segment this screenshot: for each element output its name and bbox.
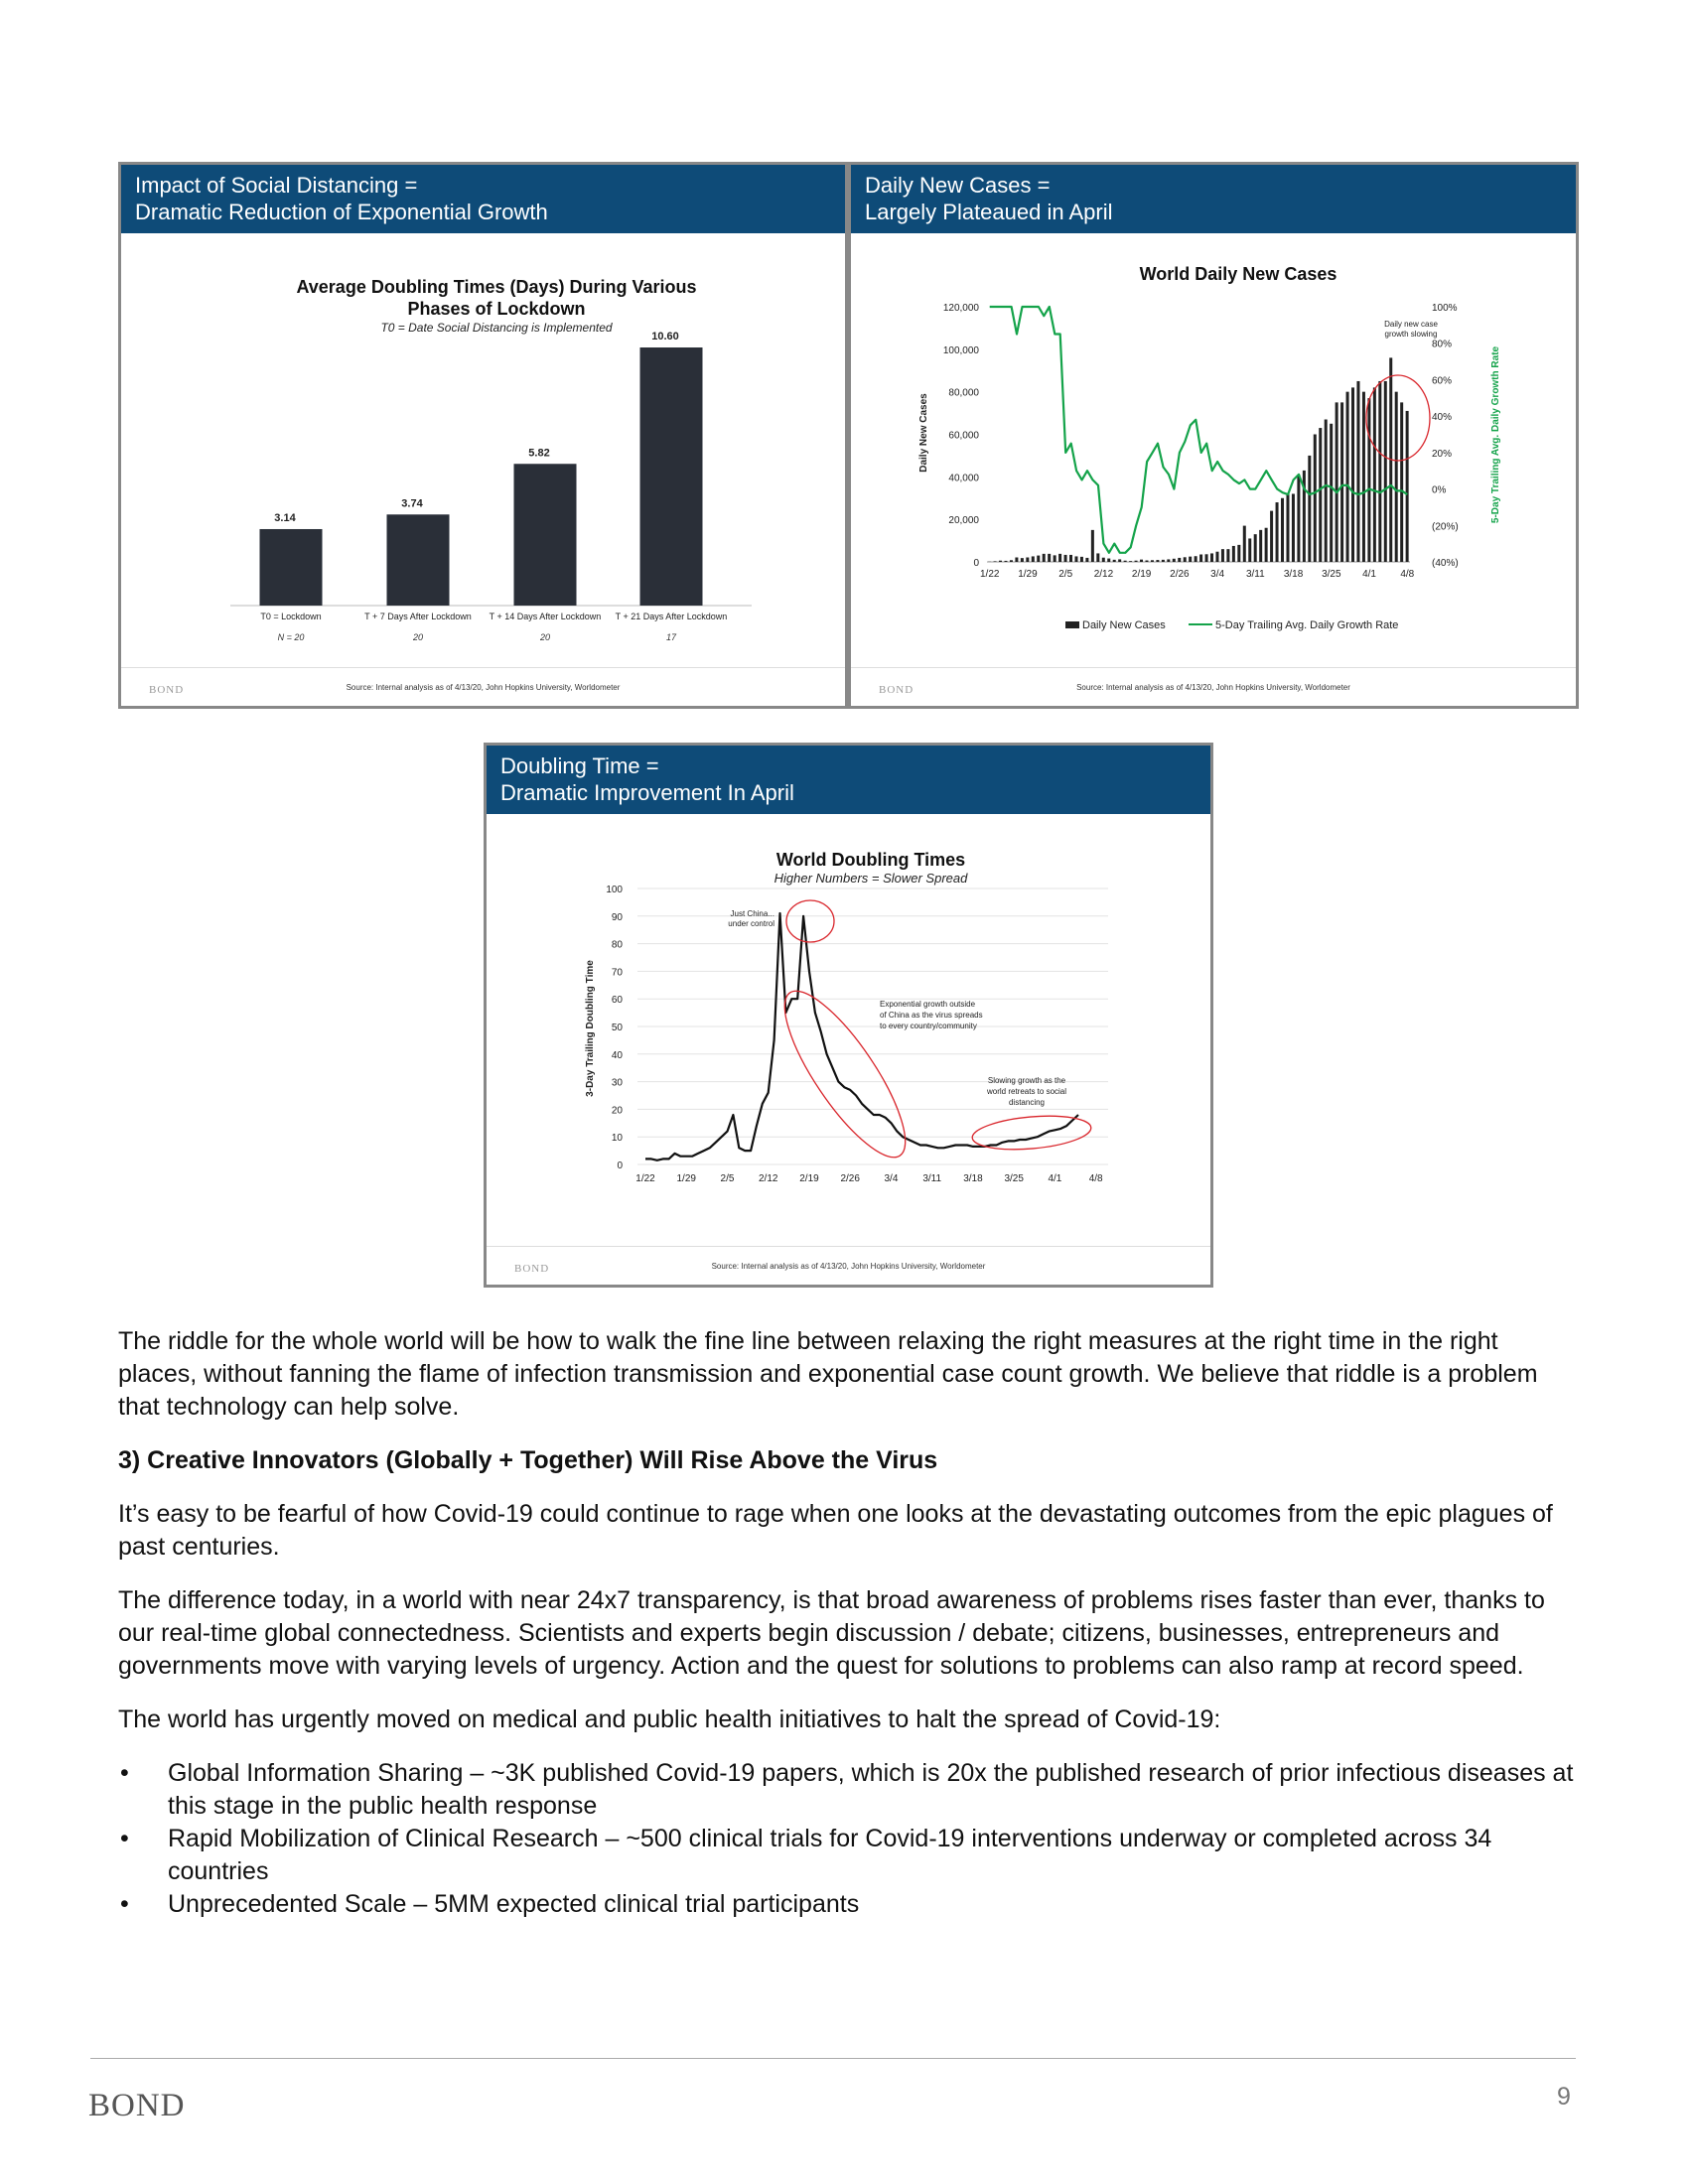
y-tick-label: 90 — [611, 911, 623, 923]
case-bar — [1113, 560, 1116, 562]
doubling-time-line — [645, 913, 1078, 1160]
case-bar — [1270, 511, 1273, 562]
y-tick-label: 40 — [611, 1049, 623, 1061]
case-bar — [1048, 554, 1051, 562]
x-tick-label: 2/5 — [1058, 569, 1073, 580]
body-text — [118, 1325, 1578, 1921]
annotation-text: Slowing growth as the — [987, 1076, 1066, 1085]
y-tick-label: 100,000 — [942, 344, 979, 356]
source-note: Source: Internal analysis as of 4/13/20, John Hopkins University, Worldometer — [346, 683, 621, 692]
case-bar — [1367, 398, 1370, 562]
y-tick-label: 70 — [611, 967, 623, 979]
y2-tick-label: 60% — [1432, 375, 1453, 387]
x-tick-label: 2/12 — [758, 1173, 778, 1184]
x-tick-label: 3/4 — [884, 1173, 899, 1184]
case-bar — [1037, 556, 1040, 562]
list-item: • Global Information Sharing – ~3K published Covid-19 papers, which is 20x the published research of prior infectious diseases at this stage in the public health response — [120, 1759, 1574, 1820]
paragraph-difference: The difference today, in a world with near 24x7 transparency, is that broad awareness of problems rises faster than ever, thanks to our real-time global connectedness. Scientists and experts begin discussion / debate; citizens, businesses, entrepreneurs and governments move with varying levels of urgency. Action and the quest for solutions to problems can also ramp at record speed. — [118, 1586, 1545, 1680]
y-tick-label: 0 — [617, 1160, 623, 1171]
paragraph-initiatives: The world has urgently moved on medical and public health initiatives to halt the spread of Covid-19: — [118, 1706, 1221, 1733]
x-tick-label: 1/22 — [635, 1173, 655, 1184]
case-bar — [1091, 530, 1094, 562]
y-tick-label: 20 — [611, 1105, 623, 1117]
case-bar — [1243, 526, 1246, 562]
x-tick-label: 2/26 — [1170, 569, 1190, 580]
case-bar — [1254, 534, 1257, 562]
case-bar — [1265, 528, 1268, 562]
case-bar — [1330, 424, 1333, 562]
y-tick-label: 20,000 — [948, 515, 979, 527]
y-tick-label: 40,000 — [948, 473, 979, 484]
bond-logo: BOND — [88, 2088, 186, 2123]
y2-tick-label: (20%) — [1432, 521, 1459, 533]
bar — [387, 514, 450, 606]
bond-logo-small: BOND — [514, 1263, 550, 1275]
doubling-times-bar-chart — [121, 165, 845, 706]
x-tick-label: 3/11 — [1245, 569, 1265, 580]
case-bar — [1004, 561, 1007, 562]
n-label: N = 20 — [277, 632, 305, 642]
case-bar — [1118, 559, 1121, 562]
case-bar — [1156, 560, 1159, 562]
y-tick-label: 60,000 — [948, 430, 979, 442]
case-bar — [1096, 553, 1099, 562]
case-bar — [1400, 402, 1403, 562]
y-tick-label: 60 — [611, 995, 623, 1007]
case-bar — [1162, 560, 1165, 562]
x-tick-label: 2/12 — [1093, 569, 1114, 580]
header-line-1: Impact of Social Distancing = — [135, 173, 418, 198]
x-tick-label: 3/18 — [963, 1173, 983, 1184]
x-tick-label: 3/18 — [1283, 569, 1304, 580]
case-bar — [1384, 381, 1387, 562]
category-label: T + 7 Days After Lockdown — [364, 612, 472, 621]
bar-value-label: 3.14 — [274, 511, 296, 524]
case-bar — [1286, 493, 1289, 562]
case-bar — [1015, 558, 1018, 562]
list-item: • Unprecedented Scale – 5MM expected clinical trial participants — [118, 1888, 1578, 1921]
growth-rate-line — [990, 307, 1408, 553]
annotation-text: Daily new case — [1384, 320, 1438, 329]
y2-tick-label: 80% — [1432, 339, 1453, 350]
case-bar — [1135, 561, 1138, 562]
category-label: T + 21 Days After Lockdown — [615, 612, 728, 621]
x-tick-label: 2/26 — [840, 1173, 860, 1184]
x-tick-label: 3/4 — [1210, 569, 1225, 580]
case-bar — [1226, 549, 1229, 562]
case-bar — [1362, 392, 1365, 562]
category-label: T + 14 Days After Lockdown — [489, 612, 602, 621]
case-bar — [1032, 556, 1035, 562]
y-tick-label: 100 — [606, 885, 623, 895]
y-axis-title: 3-Day Trailing Doubling Time — [585, 960, 596, 1097]
legend-label: Daily New Cases — [1082, 619, 1166, 631]
case-bar — [1102, 558, 1105, 562]
case-bar — [1319, 428, 1322, 562]
y-tick-label: 10 — [611, 1133, 623, 1145]
annotation-text: growth slowing — [1384, 330, 1438, 339]
case-bar — [1026, 558, 1029, 562]
chart-title: World Doubling Times — [775, 850, 966, 870]
case-bar — [1069, 555, 1072, 562]
slide-daily-new-cases — [848, 162, 1579, 709]
x-tick-label: 2/5 — [720, 1173, 735, 1184]
chart-title: Phases of Lockdown — [407, 299, 586, 319]
x-tick-label: 4/8 — [1400, 569, 1415, 580]
case-bar — [1314, 435, 1317, 563]
header-line-2: Largely Plateaued in April — [865, 200, 1113, 224]
annotation-text: of China as the virus spreads — [880, 1011, 983, 1020]
annotation-circle-china — [786, 900, 834, 942]
daily-new-cases-chart — [851, 165, 1576, 706]
case-bar — [1010, 560, 1013, 562]
n-label: 20 — [412, 632, 424, 642]
case-bar — [1248, 538, 1251, 562]
list-item: • Rapid Mobilization of Clinical Research – ~500 clinical trials for Covid-19 interventions underway or completed across 34 countries — [120, 1825, 1492, 1885]
bar-value-label: 3.74 — [401, 497, 423, 510]
header-line-2: Dramatic Improvement In April — [500, 780, 794, 805]
annotation-text: to every country/community — [880, 1022, 977, 1030]
annotation-text: Exponential growth outside — [880, 1000, 976, 1009]
case-bar — [1074, 556, 1077, 562]
case-bar — [1378, 381, 1381, 562]
section-heading: 3) Creative Innovators (Globally + Together) Will Rise Above the Virus — [118, 1446, 938, 1474]
case-bar — [1221, 549, 1224, 562]
case-bar — [1151, 560, 1154, 562]
slide-social-distancing — [118, 162, 848, 709]
slide-footer — [851, 667, 1576, 706]
case-bar — [1145, 561, 1148, 562]
case-bar — [1351, 387, 1354, 562]
case-bar — [1215, 552, 1218, 562]
case-bar — [1395, 392, 1398, 562]
case-bar — [1373, 387, 1376, 562]
case-bar — [1085, 558, 1088, 562]
case-bar — [1232, 546, 1235, 562]
case-bar — [1308, 456, 1311, 562]
bond-logo-small: BOND — [879, 684, 914, 696]
legend-bar-swatch — [1065, 621, 1079, 628]
annotation-text: world retreats to social — [986, 1087, 1067, 1096]
y-tick-label: 80 — [611, 939, 623, 951]
annotation-text: under control — [728, 919, 774, 928]
annotation-text: Just China... — [730, 909, 774, 918]
bullet-icon: • — [120, 1890, 129, 1918]
category-label: T0 = Lockdown — [260, 612, 322, 621]
case-bar — [1340, 402, 1343, 562]
case-bar — [1195, 556, 1197, 562]
case-bar — [1336, 402, 1338, 562]
case-bar — [1237, 545, 1240, 562]
y-tick-label: 120,000 — [942, 303, 979, 314]
case-bar — [1346, 392, 1349, 562]
x-tick-label: 2/19 — [799, 1173, 819, 1184]
x-tick-label: 4/8 — [1088, 1173, 1103, 1184]
case-bar — [1205, 554, 1208, 562]
paragraph-riddle: The riddle for the whole world will be how to walk the fine line between relaxing the right measures at the right time in the right places, without fanning the flame of infection transmission and exponential case count growth. We believe that riddle is a problem that technology can help solve. — [118, 1327, 1538, 1421]
y2-axis-title: 5-Day Trailing Avg. Daily Growth Rate — [1490, 345, 1501, 524]
y-tick-label: 50 — [611, 1023, 623, 1033]
x-tick-label: 1/22 — [979, 569, 1000, 580]
source-note: Source: Internal analysis as of 4/13/20, John Hopkins University, Worldometer — [711, 1262, 986, 1271]
case-bar — [1124, 561, 1127, 562]
case-bar — [994, 561, 997, 562]
bar — [260, 529, 323, 606]
x-tick-label: 3/11 — [922, 1173, 942, 1184]
initiatives-list — [118, 1757, 1578, 1921]
case-bar — [1276, 502, 1279, 562]
bar — [640, 347, 703, 606]
slide-footer — [121, 667, 845, 706]
x-tick-label: 4/1 — [1048, 1173, 1062, 1184]
case-bar — [1184, 557, 1187, 562]
page-number: 9 — [1557, 2083, 1571, 2111]
case-bar — [999, 561, 1002, 562]
case-bar — [1259, 530, 1262, 562]
bar-value-label: 10.60 — [651, 331, 679, 343]
header-line-1: Daily New Cases = — [865, 173, 1051, 198]
case-bar — [1021, 558, 1024, 562]
y2-tick-label: 20% — [1432, 448, 1453, 460]
y-tick-label: 80,000 — [948, 387, 979, 399]
chart-title: World Daily New Cases — [1139, 264, 1337, 284]
chart-subtitle: T0 = Date Social Distancing is Implemented — [380, 321, 613, 335]
source-note: Source: Internal analysis as of 4/13/20, John Hopkins University, Worldometer — [1076, 683, 1350, 692]
bond-logo-small: BOND — [149, 684, 185, 696]
case-bar — [1281, 498, 1284, 562]
y2-tick-label: 0% — [1432, 484, 1447, 496]
case-bar — [1167, 559, 1170, 562]
footer-divider — [90, 2058, 1576, 2059]
case-bar — [1297, 475, 1300, 562]
case-bar — [1064, 555, 1067, 562]
slide-doubling-time — [484, 743, 1213, 1288]
n-label: 17 — [665, 632, 677, 642]
case-bar — [1054, 555, 1056, 562]
paragraph-fearful: It’s easy to be fearful of how Covid-19 could continue to rage when one looks at the devastating outcomes from the epic plagues of past centuries. — [118, 1500, 1553, 1561]
bar — [514, 464, 577, 606]
header-line-1: Doubling Time = — [500, 753, 659, 778]
case-bar — [1178, 558, 1181, 562]
case-bar — [1210, 553, 1213, 562]
case-bar — [1043, 554, 1046, 562]
case-bar — [1406, 411, 1409, 562]
case-bar — [1107, 559, 1110, 562]
y-axis-title: Daily New Cases — [918, 393, 929, 473]
case-bar — [1199, 555, 1202, 562]
y-tick-label: 30 — [611, 1077, 623, 1089]
world-doubling-times-chart — [487, 746, 1210, 1285]
annotation-text: distancing — [1008, 1098, 1046, 1107]
y2-tick-label: 100% — [1432, 303, 1458, 314]
case-bar — [1140, 560, 1143, 562]
case-bar — [1356, 381, 1359, 562]
x-tick-label: 3/25 — [1322, 569, 1341, 580]
x-tick-label: 2/19 — [1131, 569, 1152, 580]
x-tick-label: 1/29 — [1018, 569, 1038, 580]
chart-title: Average Doubling Times (Days) During Various — [296, 277, 697, 297]
case-bar — [1058, 554, 1061, 562]
case-bar — [1292, 493, 1295, 562]
case-bar — [1325, 420, 1328, 562]
bullet-icon: • — [120, 1825, 129, 1852]
chart-subtitle: Higher Numbers = Slower Spread — [774, 871, 968, 886]
x-tick-label: 4/1 — [1362, 569, 1376, 580]
case-bar — [1080, 557, 1083, 562]
bullet-icon: • — [120, 1759, 129, 1787]
y2-tick-label: 40% — [1432, 412, 1453, 424]
legend-label: 5-Day Trailing Avg. Daily Growth Rate — [1215, 619, 1399, 631]
header-line-2: Dramatic Reduction of Exponential Growth — [135, 200, 548, 224]
annotation-circle-slowing — [971, 1112, 1092, 1154]
x-tick-label: 3/25 — [1004, 1173, 1024, 1184]
y2-tick-label: (40%) — [1432, 558, 1459, 569]
n-label: 20 — [539, 632, 551, 642]
x-tick-label: 1/29 — [676, 1173, 696, 1184]
bar-value-label: 5.82 — [528, 447, 550, 460]
y-tick-label: 0 — [973, 558, 979, 569]
case-bar — [1189, 557, 1192, 562]
slide-footer — [487, 1246, 1210, 1285]
case-bar — [1129, 561, 1132, 562]
case-bar — [1173, 559, 1176, 562]
